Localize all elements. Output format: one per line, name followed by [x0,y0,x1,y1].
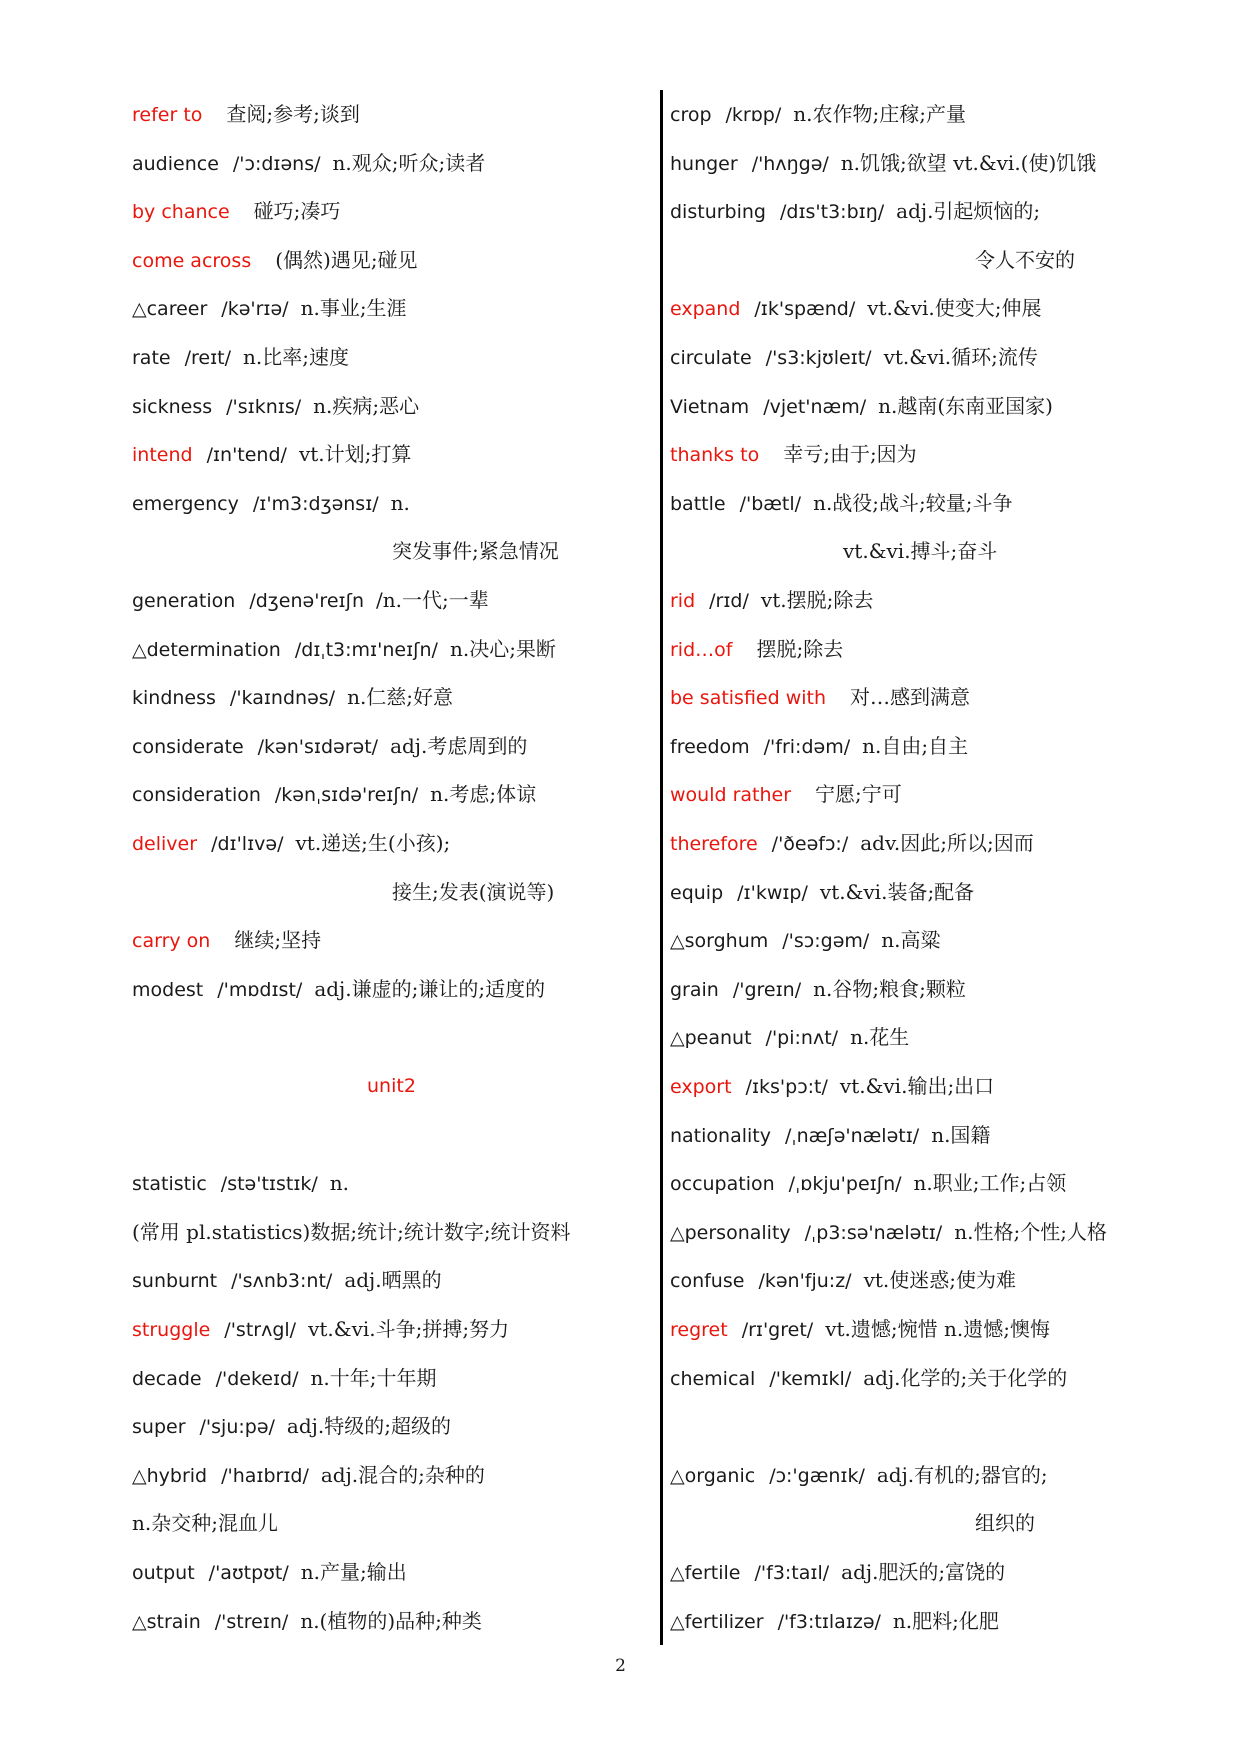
phonetic: /ɪk'spænd/ [754,298,856,321]
definition-continuation [975,1507,1035,1539]
vocab-word: expand [670,298,741,321]
phonetic: /ˌɒkju'peɪʃn/ [788,1173,902,1196]
definition-continuation [975,244,1075,276]
vocab-entry [670,1119,990,1151]
vocab-entry [670,1459,1048,1491]
definition-text: 幸亏;由于;因为 [783,442,917,467]
vocab-entry [132,973,545,1005]
definition-text: n.性格;个性;人格 [954,1219,1107,1244]
definition-text: n.自由;自主 [862,733,969,758]
vocab-word: grain [670,978,719,1001]
vocab-word: consideration [132,784,261,807]
definition-continuation [132,1216,571,1248]
vocab-word: rate [132,347,171,369]
vocab-word: audience [132,152,219,175]
vocab-word: rid…of [670,638,733,661]
definition-text: vt.计划;打算 [298,442,412,467]
vocab-word: by chance [132,201,230,224]
definition-text: n.战役;战斗;较量;斗争 [813,490,1013,515]
definition-text: 查阅;参考;谈到 [226,102,360,126]
vocab-word: △sorghum [670,930,769,953]
vocab-entry [132,147,485,179]
phonetic: /'kaɪndnəs/ [229,687,336,710]
definition-text: (常用 pl.statistics)数据;统计;统计数字;统计资料 [132,1219,571,1244]
vocab-entry [132,487,410,519]
phonetic: /rɪd/ [709,590,749,612]
vocab-entry [132,195,340,227]
vocab-entry [670,1556,1005,1588]
definition-text: 碰巧;凑巧 [253,199,341,224]
definition-text: vt.&vi.装备;配备 [819,879,975,904]
definition-text: adj.肥沃的;富饶的 [841,1560,1006,1584]
vocab-entry [132,244,418,276]
vocab-word: statistic [132,1173,207,1196]
definition-text: n.观众;听众;读者 [332,150,486,175]
vocab-word: kindness [132,687,216,710]
vocab-word: freedom [670,735,750,758]
phonetic: /'fri:dəm/ [763,735,851,758]
phonetic: /kə'rɪə/ [221,298,289,321]
vocab-entry [670,681,970,713]
definition-continuation [392,535,559,567]
vocab-entry [670,1216,1107,1248]
phonetic: /krɒp/ [725,104,782,126]
vocab-word: rid [670,590,696,612]
definition-text: n.(植物的)品种;种类 [300,1608,482,1633]
definition-text: vt.&vi.循环;流传 [883,345,1038,369]
vocab-entry [670,98,966,130]
vocab-entry [132,1556,407,1588]
definition-text: adv.因此;所以;因而 [860,831,1034,855]
phonetic: /ɪ'kwɪp/ [737,881,808,904]
vocab-word: struggle [132,1319,211,1341]
phonetic: /'ɔ:dɪəns/ [232,152,321,175]
definition-text: n.国籍 [931,1122,991,1147]
vocab-word: export [670,1076,732,1098]
vocab-word: regret [670,1319,728,1341]
vocab-word: chemical [670,1367,756,1390]
vocab-word: Vietnam [670,395,750,418]
vocab-word: △peanut [670,1027,752,1050]
phonetic: /'ðeəfɔ:/ [771,833,849,855]
phonetic: /ɔ:'gænɪk/ [769,1464,865,1487]
vocab-entry [670,390,1053,422]
definition-text: n.越南(东南亚国家) [878,393,1053,418]
definition-continuation [132,1507,278,1539]
phonetic: /ˌnæʃə'nælətɪ/ [784,1124,920,1147]
vocab-entry [670,147,1096,179]
definition-text: vt.遗憾;惋惜 n.遗憾;懊悔 [825,1317,1050,1341]
phonetic: /'f3:tɪlaɪzə/ [777,1610,881,1633]
vocab-entry [670,876,974,908]
vocab-word: modest [132,978,204,1001]
vocab-entry [132,584,489,616]
vocab-entry [670,1264,1016,1296]
vocab-entry [670,1362,1067,1394]
definition-text: n.十年;十年期 [310,1365,437,1390]
definition-continuation [392,876,554,908]
phonetic: /'pi:nʌt/ [765,1027,839,1050]
vocab-word: considerate [132,735,244,758]
vocab-entry [670,1021,909,1053]
vocab-entry [670,730,968,762]
vocab-word: decade [132,1367,202,1390]
definition-text: n.疾病;恶心 [313,393,420,418]
vocab-word: △hybrid [132,1464,208,1487]
phonetic: /kən'sɪdərət/ [257,735,379,758]
definition-text: vt.递送;生(小孩); [295,831,451,855]
vocab-entry [670,1313,1050,1345]
definition-text: vt.&vi.搏斗;奋斗 [843,539,998,564]
definition-text: 宁愿;宁可 [815,782,902,807]
definition-text: n. [390,490,410,515]
phonetic: /'aʊtpʊt/ [208,1562,289,1584]
phonetic: /'greɪn/ [732,978,802,1001]
vocab-entry [132,778,536,810]
definition-text: adj.化学的;关于化学的 [863,1365,1068,1390]
phonetic: /kənˌsɪdə'reɪʃn/ [274,784,419,807]
vocab-entry [670,1605,999,1637]
definition-text: n.事业;生涯 [300,296,407,321]
vocab-entry [132,390,419,422]
vocab-word: would rather [670,784,792,807]
definition-text: /n.一代;一辈 [376,588,489,612]
vocab-word: circulate [670,347,752,369]
definition-text: vt.&vi.使变大;伸展 [867,296,1042,321]
vocab-word: output [132,1562,195,1584]
vocab-word: crop [670,104,712,126]
vocab-entry [132,827,450,859]
vocab-word: come across [132,249,252,272]
vocab-entry [132,1605,482,1637]
definition-text: vt.摆脱;除去 [760,588,874,612]
definition-text: 组织的 [975,1511,1035,1536]
phonetic: /'streɪn/ [214,1610,289,1633]
vocab-word: intend [132,444,193,467]
vocab-entry [132,341,349,373]
definition-text: 接生;发表(演说等) [392,879,555,904]
phonetic: /'f3:taɪl/ [754,1562,830,1584]
phonetic: /'bætl/ [739,492,802,515]
vocab-word: △fertile [670,1562,741,1584]
definition-text: n.高粱 [881,928,941,953]
definition-text: n.仁慈;好意 [347,685,454,710]
phonetic: /'strʌgl/ [224,1319,297,1341]
vocab-entry [132,1459,485,1491]
phonetic: /'mɒdɪst/ [217,978,303,1001]
phonetic: /stə'tɪstɪk/ [220,1173,318,1196]
vocab-word: super [132,1416,186,1439]
definition-text: n.杂交种;混血儿 [132,1511,278,1536]
vocab-entry [132,633,556,665]
vocab-entry [132,730,527,762]
phonetic: /'sɪknɪs/ [226,395,302,418]
phonetic: /reɪt/ [184,347,231,369]
vocab-word: refer to [132,104,203,126]
phonetic: /'dekeɪd/ [215,1367,299,1390]
definition-text: vt.&vi.斗争;拼搏;努力 [308,1317,510,1341]
definition-text: (偶然)遇见;碰见 [275,247,418,272]
vocab-word: △organic [670,1464,756,1487]
vocab-word: △determination [132,638,281,661]
vocab-entry [132,1410,451,1442]
vocab-entry [670,292,1042,324]
definition-text: n.考虑;体谅 [430,782,537,807]
phonetic: /dɪ'lɪvə/ [211,833,284,855]
definition-text: vt.&vi.输出;出口 [839,1074,995,1098]
phonetic: /dɪs't3:bɪŋ/ [779,201,885,224]
vocab-entry [132,1362,437,1394]
definition-text: 突发事件;紧急情况 [392,539,559,564]
vocab-word: confuse [670,1270,745,1293]
vocab-word: sunburnt [132,1270,218,1293]
definition-text: adj.特级的;超级的 [286,1414,451,1439]
definition-text: adj.有机的;器官的; [876,1462,1048,1487]
phonetic: /'s3:kjʊleɪt/ [765,347,872,369]
vocab-entry [132,292,407,324]
page-number: 2 [615,1656,626,1676]
vocab-word: equip [670,881,724,904]
vocab-entry [670,973,966,1005]
vocab-entry [670,584,873,616]
vocab-entry [132,438,411,470]
definition-text: n.职业;工作;占领 [913,1171,1067,1196]
phonetic: /vjet'næm/ [763,395,867,418]
definition-text: n.比率;速度 [243,345,349,369]
vocab-entry [132,1167,349,1199]
phonetic: /rɪ'gret/ [741,1319,814,1341]
definition-text: vt.使迷惑;使为难 [863,1268,1017,1293]
definition-text: n.决心;果断 [449,636,556,661]
definition-text: n.谷物;粮食;颗粒 [813,976,966,1001]
vocab-entry [670,195,1040,227]
vocab-entry [670,778,902,810]
vocab-entry [132,681,453,713]
phonetic: /ɪ'm3:dʒənsɪ/ [252,492,379,515]
vocab-entry [132,98,360,130]
definition-text: n.饥饿;欲望 vt.&vi.(使)饥饿 [840,150,1097,175]
phonetic: /'sʌnb3:nt/ [231,1270,333,1293]
vocab-word: △strain [132,1610,201,1633]
definition-text: adj.混合的;杂种的 [320,1462,485,1487]
vocab-entry [670,438,917,470]
vocab-entry [670,924,941,956]
vocab-word: disturbing [670,201,766,224]
vocab-word: therefore [670,833,758,855]
definition-text: 继续;坚持 [234,928,322,953]
definition-text: n.产量;输出 [300,1560,407,1584]
vocab-entry [670,487,1013,519]
phonetic: /'sju:pə/ [199,1416,275,1439]
vocab-word: hunger [670,152,738,175]
definition-text: adj.考虑周到的 [390,733,528,758]
vocab-word: nationality [670,1124,771,1147]
definition-text: 对…感到满意 [850,685,971,710]
unit-heading-label: unit2 [367,1075,416,1097]
vocab-word: carry on [132,930,211,953]
vocab-word: thanks to [670,444,760,467]
vocab-word: emergency [132,492,239,515]
vocab-word: △career [132,298,208,321]
definition-text: n. [329,1171,350,1196]
vocab-entry [132,924,321,956]
vocab-word: be satisfied with [670,687,827,710]
definition-text: n.农作物;庄稼;产量 [793,102,966,126]
definition-text: 摆脱;除去 [756,636,844,661]
phonetic: /ˌp3:sə'nælətɪ/ [804,1221,943,1244]
unit-heading [367,1070,416,1102]
vocab-entry [670,341,1038,373]
vocab-word: occupation [670,1173,775,1196]
vocab-entry [132,1264,442,1296]
vocab-word: △fertilizer [670,1610,764,1633]
vocab-entry [670,827,1034,859]
definition-text: adj.引起烦恼的; [896,199,1041,224]
phonetic: /kən'fju:z/ [758,1270,852,1293]
vocab-entry [670,633,843,665]
column-divider [660,90,663,1645]
phonetic: /ɪn'tend/ [206,444,287,467]
definition-text: n.花生 [850,1025,910,1050]
vocab-entry [132,1313,509,1345]
phonetic: /dʒenə'reɪʃn [249,590,364,612]
vocab-word: sickness [132,395,213,418]
vocab-word: generation [132,590,236,612]
definition-text: n.肥料;化肥 [892,1608,999,1633]
vocab-word: △personality [670,1221,791,1244]
phonetic: /'sɔ:gəm/ [782,930,870,953]
definition-text: adj.谦虚的;谦让的;适度的 [314,976,546,1001]
vocab-entry [670,1070,994,1102]
definition-text: adj.晒黑的 [344,1268,442,1293]
phonetic: /'haɪbrɪd/ [221,1464,309,1487]
phonetic: /dɪˌt3:mɪ'neɪʃn/ [294,638,438,661]
phonetic: /'hʌŋgə/ [751,152,829,175]
definition-continuation [843,535,997,567]
vocab-word: battle [670,492,726,515]
vocab-word: deliver [132,833,198,855]
vocab-entry [670,1167,1066,1199]
definition-text: 令人不安的 [975,247,1075,272]
phonetic: /ɪks'pɔ:t/ [745,1076,828,1098]
phonetic: /'kemɪkl/ [769,1367,852,1390]
